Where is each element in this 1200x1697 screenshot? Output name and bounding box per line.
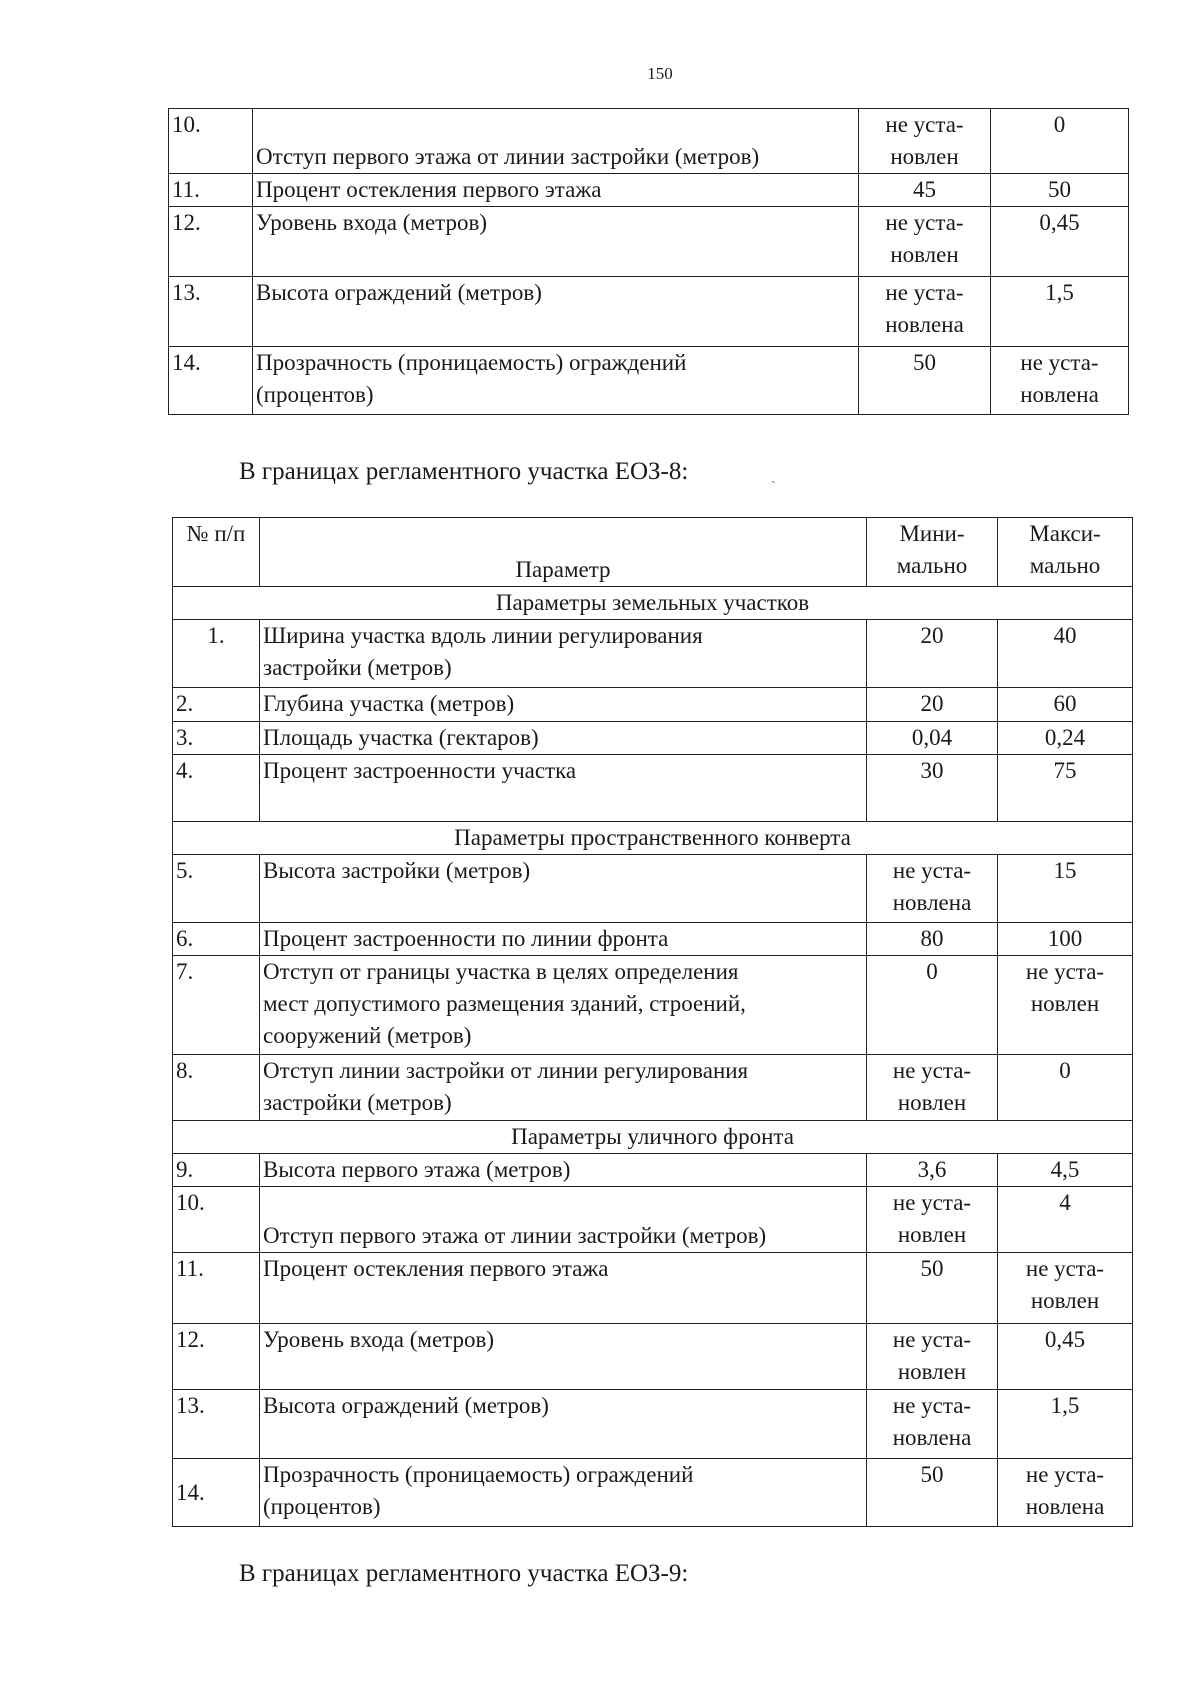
- row-number: 5.: [173, 855, 260, 923]
- row-number: 11.: [173, 1253, 260, 1324]
- max-value-cell: не уста- новлен: [998, 1253, 1133, 1324]
- min-value-cell: 20: [867, 688, 998, 722]
- min-value-cell: не уста- новлен: [867, 1324, 998, 1390]
- parameter-cell: Высота первого этажа (метров): [260, 1154, 867, 1187]
- row-number: 9.: [173, 1154, 260, 1187]
- parameter-cell: Уровень входа (метров): [260, 1324, 867, 1390]
- row-number: 2.: [173, 688, 260, 722]
- header-max: Макси- мально: [998, 518, 1133, 587]
- table-row: [173, 1390, 1133, 1459]
- parameter-cell: Глубина участка (метров): [260, 688, 867, 722]
- parameter-cell: Процент застроенности по линии фронта: [260, 923, 867, 956]
- section-row: [173, 587, 1133, 620]
- min-value-cell: не уста- новлен: [859, 109, 991, 174]
- page-number: 150: [647, 64, 673, 83]
- row-number: 8.: [173, 1055, 260, 1121]
- table-row: [173, 1459, 1133, 1527]
- parameter-cell: Ширина участка вдоль линии регулирования застройки (метров): [260, 620, 867, 688]
- table-row: [173, 1055, 1133, 1121]
- table-row: [173, 956, 1133, 1055]
- parameter-cell: Прозрачность (проницаемость) ограждений (процентов): [253, 347, 859, 415]
- row-number: 6.: [173, 923, 260, 956]
- min-value-cell: не уста- новлена: [859, 277, 991, 347]
- row-number: 3.: [173, 722, 260, 755]
- row-number: 13.: [169, 277, 253, 347]
- section-row: [173, 822, 1133, 855]
- max-value-cell: 50: [991, 174, 1129, 207]
- table-row: [173, 923, 1133, 956]
- row-number: 12.: [173, 1324, 260, 1390]
- max-value-cell: 4: [998, 1187, 1133, 1253]
- table-row: [169, 207, 1129, 277]
- table-row: [173, 722, 1133, 755]
- min-value-cell: 80: [867, 923, 998, 956]
- row-number: 10.: [173, 1187, 260, 1253]
- table-header-row: [173, 518, 1133, 587]
- max-value-cell: 1,5: [991, 277, 1129, 347]
- table-row: [169, 109, 1129, 174]
- section-title-street: Параметры уличного фронта: [173, 1121, 1133, 1154]
- min-value-cell: 45: [859, 174, 991, 207]
- min-value-cell: 50: [867, 1459, 998, 1527]
- max-value-cell: 60: [998, 688, 1133, 722]
- parameter-cell: Площадь участка (гектаров): [260, 722, 867, 755]
- parameter-cell: Уровень входа (метров): [253, 207, 859, 277]
- parameter-cell: Прозрачность (проницаемость) ограждений (процентов): [260, 1459, 867, 1527]
- table-row: [173, 620, 1133, 688]
- min-value-cell: 3,6: [867, 1154, 998, 1187]
- header-number: № п/п: [173, 518, 260, 587]
- min-value-cell: 50: [867, 1253, 998, 1324]
- min-value-cell: 0: [867, 956, 998, 1055]
- table-row: [173, 1253, 1133, 1324]
- row-number: 10.: [169, 109, 253, 174]
- parameter-cell: Отступ линии застройки от линии регулирования застройки (метров): [260, 1055, 867, 1121]
- table-row: [173, 755, 1133, 822]
- row-number: 7.: [173, 956, 260, 1055]
- parameter-cell: Процент остекления первого этажа: [260, 1253, 867, 1324]
- stray-mark: ˏ: [771, 469, 776, 484]
- max-value-cell: 4,5: [998, 1154, 1133, 1187]
- max-value-cell: 75: [998, 755, 1133, 822]
- parameter-cell: Высота ограждений (метров): [253, 277, 859, 347]
- table-row: [173, 1154, 1133, 1187]
- row-number: 13.: [173, 1390, 260, 1459]
- max-value-cell: 100: [998, 923, 1133, 956]
- table-row: [173, 1324, 1133, 1390]
- table-row: [169, 277, 1129, 347]
- parameter-cell: Высота ограждений (метров): [260, 1390, 867, 1459]
- max-value-cell: 0: [998, 1055, 1133, 1121]
- parameter-cell: Отступ от границы участка в целях определения мест допустимого размещения зданий, строений, сооружений (метров): [260, 956, 867, 1055]
- table-row: [169, 347, 1129, 415]
- max-value-cell: 0,24: [998, 722, 1133, 755]
- row-number: 14.: [169, 347, 253, 415]
- row-number: 14.: [173, 1459, 260, 1527]
- max-value-cell: 1,5: [998, 1390, 1133, 1459]
- parameter-cell: Процент остекления первого этажа: [253, 174, 859, 207]
- max-value-cell: не уста- новлен: [998, 956, 1133, 1055]
- table-row: [169, 174, 1129, 207]
- max-value-cell: 0,45: [991, 207, 1129, 277]
- max-value-cell: не уста- новлена: [998, 1459, 1133, 1527]
- section-title-envelope: Параметры пространственного конверта: [173, 822, 1133, 855]
- min-value-cell: не уста- новлен: [867, 1187, 998, 1253]
- header-min: Мини- мально: [867, 518, 998, 587]
- parameter-cell: Процент застроенности участка: [260, 755, 867, 822]
- parameter-cell: Отступ первого этажа от линии застройки (метров): [253, 109, 859, 174]
- section-title-land: Параметры земельных участков: [173, 587, 1133, 620]
- section-heading-eoz8: В границах регламентного участка ЕОЗ-8:: [239, 458, 689, 485]
- min-value-cell: 0,04: [867, 722, 998, 755]
- max-value-cell: 0,45: [998, 1324, 1133, 1390]
- max-value-cell: 0: [991, 109, 1129, 174]
- max-value-cell: не уста- новлена: [991, 347, 1129, 415]
- min-value-cell: не уста- новлен: [867, 1055, 998, 1121]
- max-value-cell: 15: [998, 855, 1133, 923]
- continuation-table: [168, 108, 1129, 415]
- eoz8-parameters-table: [172, 517, 1133, 1527]
- parameter-cell: Высота застройки (метров): [260, 855, 867, 923]
- header-parameter: Параметр: [260, 518, 867, 587]
- table-row: [173, 1187, 1133, 1253]
- table-row: [173, 855, 1133, 923]
- min-value-cell: 30: [867, 755, 998, 822]
- row-number: 11.: [169, 174, 253, 207]
- section-row: [173, 1121, 1133, 1154]
- min-value-cell: 20: [867, 620, 998, 688]
- parameter-cell: Отступ первого этажа от линии застройки (метров): [260, 1187, 867, 1253]
- max-value-cell: 40: [998, 620, 1133, 688]
- section-heading-eoz9: В границах регламентного участка ЕОЗ-9:: [239, 1560, 689, 1587]
- row-number: 4.: [173, 755, 260, 822]
- min-value-cell: не уста- новлен: [859, 207, 991, 277]
- min-value-cell: 50: [859, 347, 991, 415]
- min-value-cell: не уста- новлена: [867, 1390, 998, 1459]
- table-row: [173, 688, 1133, 722]
- row-number: 12.: [169, 207, 253, 277]
- min-value-cell: не уста- новлена: [867, 855, 998, 923]
- row-number: 1.: [173, 620, 260, 688]
